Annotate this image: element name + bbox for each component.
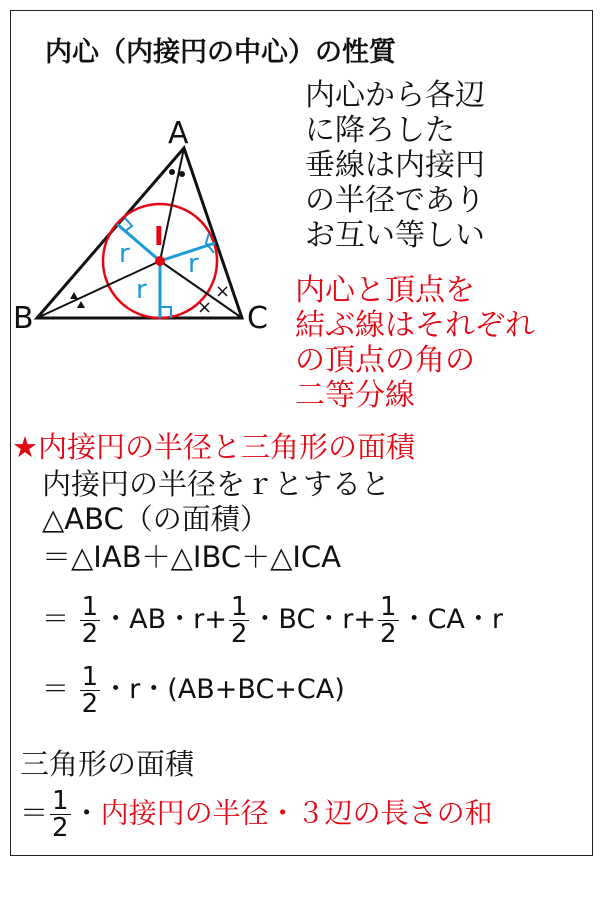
formula-line-6: 三角形の面積	[20, 747, 195, 781]
fraction-half	[80, 594, 101, 647]
fraction-numerator: 1	[81, 592, 99, 622]
formula-line-3: ＝△IAB＋△IBC＋△ICA	[42, 540, 342, 574]
star-icon: ★	[12, 430, 38, 464]
formula-line-4	[42, 594, 503, 647]
note-line: 結ぶ線はそれぞれ	[295, 308, 535, 343]
fraction-half	[378, 594, 399, 647]
term-ca: ・CA・r	[400, 604, 504, 635]
perpendicular-note	[305, 78, 545, 253]
fraction-numerator: 1	[230, 592, 248, 622]
bisector-note	[295, 273, 585, 413]
fraction-numerator: 1	[81, 662, 99, 692]
angle-mark-a1	[169, 169, 175, 175]
fraction-half	[80, 664, 101, 717]
angle-mark-a2	[179, 171, 185, 177]
note-line: の半径であり	[305, 183, 485, 218]
note-line: に降ろした	[305, 113, 455, 148]
note-line: お互い等しい	[305, 218, 485, 253]
page-title: 内心（内接円の中心）の性質	[45, 37, 396, 68]
note-line: の頂点の角の	[295, 343, 475, 378]
note-line: 内心と頂点を	[295, 273, 475, 308]
radius-label-bc: r	[136, 275, 147, 305]
vertex-c-label: C	[247, 301, 268, 336]
term-bc: ・BC・r+	[251, 604, 377, 635]
fraction-numerator: 1	[52, 786, 69, 816]
dot-separator: ・	[72, 796, 101, 830]
fraction-denominator: 2	[81, 619, 99, 649]
note-line: 垂線は内接円	[305, 148, 485, 183]
formula-line-7	[20, 788, 493, 841]
radius-label-ac: r	[188, 249, 199, 279]
vertex-a-label: A	[168, 116, 189, 151]
angle-mark-c1: ×	[197, 297, 213, 318]
note-line: 内心から各辺	[305, 78, 485, 113]
angle-mark-b1	[70, 292, 78, 299]
angle-mark-c2: ×	[215, 281, 231, 302]
section-heading-text: 内接円の半径と三角形の面積	[38, 430, 416, 464]
fraction-half	[229, 594, 250, 647]
radius-label-ab: r	[119, 239, 130, 269]
equals-sign: ＝	[42, 674, 69, 705]
incenter-label: I	[154, 222, 164, 252]
radius-times-perimeter: 内接円の半径・３辺の長さの和	[100, 796, 493, 830]
equals-sign: ＝	[42, 604, 69, 635]
right-angle-ab	[124, 218, 132, 232]
fraction-denominator: 2	[81, 689, 99, 719]
incenter-dot	[155, 256, 165, 266]
equals-sign: ＝	[20, 796, 49, 830]
fraction-denominator: 2	[230, 619, 248, 649]
formula-line-5	[42, 664, 345, 717]
fraction-denominator: 2	[380, 619, 397, 649]
term-perimeter: ・r・(AB+BC+CA)	[102, 674, 345, 705]
fraction-numerator: 1	[380, 592, 397, 622]
formula-line-1: 内接円の半径をｒとすると	[42, 467, 391, 501]
note-line: 二等分線	[295, 378, 415, 413]
fraction-half	[50, 788, 71, 841]
fraction-denominator: 2	[52, 813, 69, 843]
term-ab: ・AB・r+	[102, 604, 227, 635]
section-heading	[12, 425, 415, 466]
vertex-b-label: B	[13, 301, 34, 336]
angle-mark-b2	[77, 301, 85, 308]
formula-line-2: △ABC（の面積）	[42, 502, 269, 536]
